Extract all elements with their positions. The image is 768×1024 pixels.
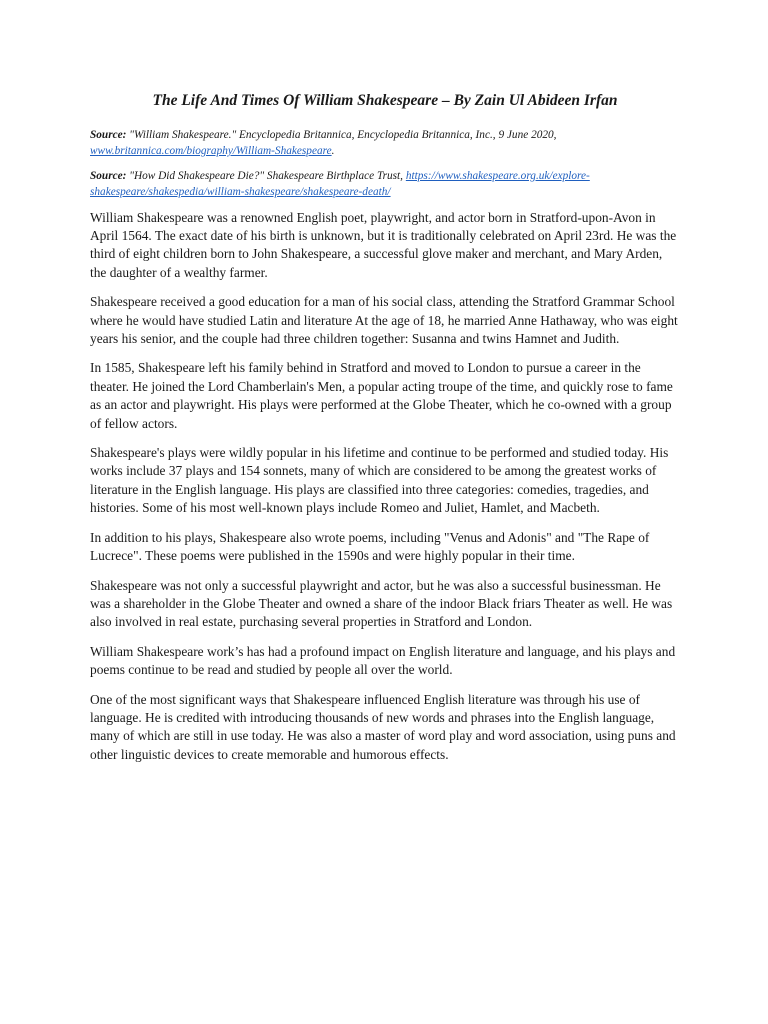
source-text: "How Did Shakespeare Die?" Shakespeare Birthplace Trust,: [126, 169, 406, 182]
source-link-shakespeare-trust[interactable]: https://www.shakespeare.org.uk/explore-shakespeare/shakespedia/william-shakespeare/shakespeare-death/: [90, 169, 590, 198]
source-label: Source:: [90, 128, 127, 141]
paragraph-business: Shakespeare was not only a successful playwright and actor, but he was also a successful businessman. He was a shareholder in the Globe Theater and owned a share of the indoor Black friars Theater as well. He was also involved in real estate, purchasing several properties in Stratford and London.: [90, 577, 673, 630]
document-title: The Life And Times Of William Shakespeare – By Zain Ul Abideen Irfan: [152, 92, 618, 109]
paragraph-poems: In addition to his plays, Shakespeare also wrote poems, including "Venus and Adonis" and "The Rape of Lucrece". These poems were published in the 1590s and were highly popular in their time.: [90, 529, 650, 564]
source-label: Source:: [90, 169, 127, 182]
paragraph-education: Shakespeare received a good education for a man of his social class, attending the Stratford Grammar School where he would have studied Latin and literature At the age of 18, he married Anne Hathaway, who was eight years his senior, and the couple had three children together: Susanna and twins Hamnet and Judith.: [90, 294, 678, 347]
paragraph-language: One of the most significant ways that Shakespeare influenced English literature was through his use of language. He is credited with introducing thousands of new words and phrases into the English language, many of which are still in use today. He was also a master of word play and word association, using puns and other linguistic devices to create memorable and humorous effects.: [90, 691, 676, 762]
source-after: .: [331, 144, 335, 157]
paragraph-london: In 1585, Shakespeare left his family behind in Stratford and moved to London to pursue a career in the theater. He joined the Lord Chamberlain's Men, a popular acting troupe of the time, and quickly rose to fame as an actor and playwright. His plays were performed at the Globe Theater, which he co-owned with a group of fellow actors.: [90, 360, 673, 431]
paragraph-birth: William Shakespeare was a renowned English poet, playwright, and actor born in Stratford-upon-Avon in April 1564. The exact date of his birth is unknown, but it is traditionally celebrated on April 23rd. He was the third of eight children born to John Shakespeare, a successful glove maker and merchant, and Mary Arden, the daughter of a wealthy farmer.: [90, 209, 677, 280]
source-citation-2: [90, 168, 680, 200]
source-link-britannica[interactable]: www.britannica.com/biography/William-Shakespeare: [90, 144, 332, 157]
document-page: [90, 92, 680, 775]
source-citation-1: [90, 127, 680, 159]
paragraph-impact: William Shakespeare work’s has had a profound impact on English literature and language, and his plays and poems continue to be read and studied by people all over the world.: [90, 643, 676, 678]
source-text: "William Shakespeare." Encyclopedia Britannica, Encyclopedia Britannica, Inc., 9 June 2020,: [126, 128, 557, 141]
paragraph-plays: Shakespeare's plays were wildly popular in his lifetime and continue to be performed and studied today. His works include 37 plays and 154 sonnets, many of which are considered to be among the greatest works of literature in the English language. His plays are classified into three categories: comedies, tragedies, and histories. Some of his most well-known plays include Romeo and Juliet, Hamlet, and Macbeth.: [90, 445, 669, 516]
